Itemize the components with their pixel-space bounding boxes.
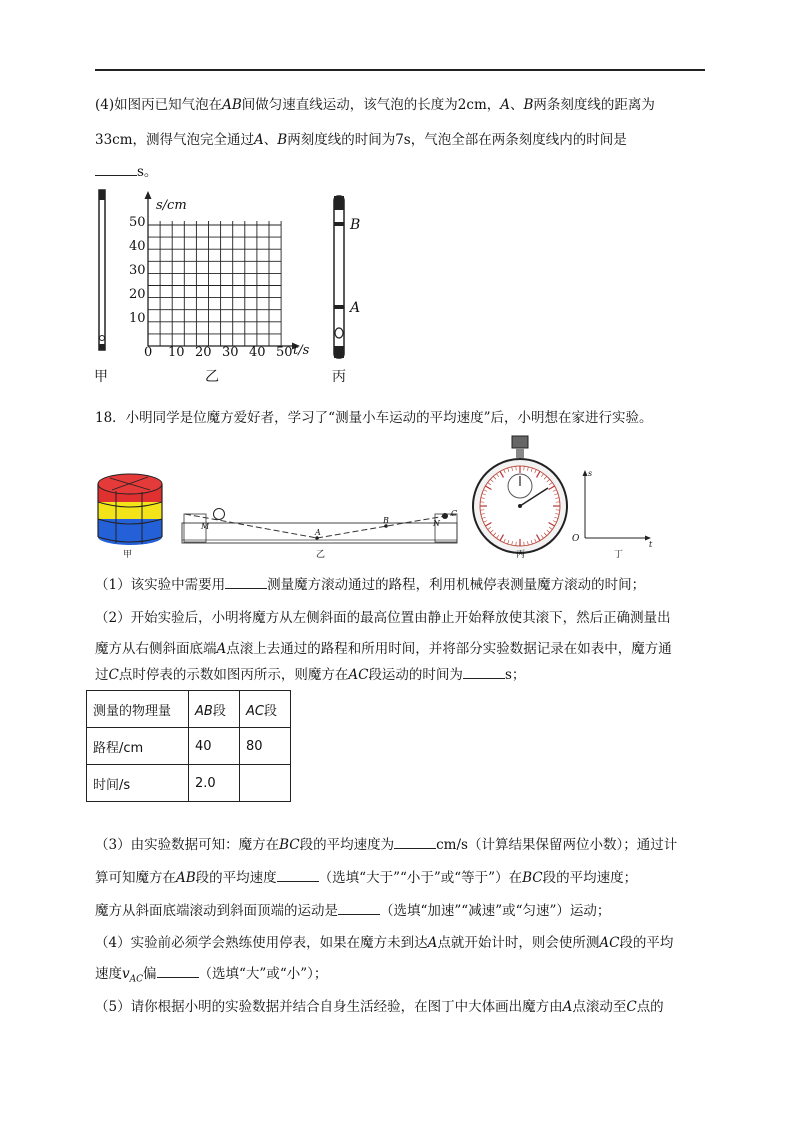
table-cell-empty[interactable] bbox=[240, 765, 291, 802]
q18-part3-line2: 算可知魔方在AB段的平均速度 （选填“大于”“小于”或“等于”）在BC段的平均速度； bbox=[95, 870, 638, 886]
y-tick: 10 bbox=[129, 311, 146, 326]
answer-blank[interactable] bbox=[277, 869, 319, 882]
header-rule bbox=[95, 69, 705, 71]
x-tick: 50 bbox=[276, 345, 293, 360]
q18-part1: （1）该实验中需要用 测量魔方滚动通过的路程，利用机械停表测量魔方滚动的时间； bbox=[95, 577, 646, 593]
y-tick: 50 bbox=[129, 215, 146, 230]
table-cell: 2.0 bbox=[189, 765, 240, 802]
q18-part5-line1: （5）请你根据小明的实验数据并结合自身生活经验，在图丁中大体画出魔方由A点滚动至C点的 bbox=[95, 999, 664, 1015]
q17-part4-line1: (4)如图丙已知气泡在AB间做匀速直线运动，该气泡的长度为2cm，A、B两条刻度线的距离为 bbox=[95, 97, 655, 113]
blank-st-axes bbox=[583, 470, 652, 541]
data-table bbox=[86, 690, 291, 802]
tube-bing bbox=[334, 196, 344, 358]
y-axis-label: s/cm bbox=[156, 198, 187, 213]
q18-figure bbox=[92, 434, 662, 566]
q18-part3-line1: （3）由实验数据可知：魔方在BC段的平均速度为 cm/s（计算结果保留两位小数）；通过计 bbox=[95, 837, 678, 853]
q17-part4-line3: s。 bbox=[95, 163, 157, 181]
q18-part2-line2: 魔方从右侧斜面底端A点滚上去通过的路程和所用时间，并将部分实验数据记录在如表中，魔方通 bbox=[95, 641, 672, 657]
caption-bing: 丙 bbox=[332, 369, 346, 385]
table-cell: 80 bbox=[240, 728, 291, 765]
axis-s: s bbox=[588, 469, 593, 478]
q18-intro: 18．小明同学是位魔方爱好者，学习了“测量小车运动的平均速度”后，小明想在家进行实验。 bbox=[95, 410, 653, 426]
fig18-caption-yi: 乙 bbox=[316, 550, 326, 560]
rubik-cube-image bbox=[98, 474, 162, 545]
point-N: N bbox=[433, 519, 440, 528]
x-tick: 40 bbox=[249, 345, 266, 360]
table-cell: AB段 bbox=[189, 691, 240, 728]
fig18-caption-jia: 甲 bbox=[123, 550, 133, 560]
table-cell: 测量的物理量 bbox=[87, 691, 189, 728]
st-graph-axes bbox=[145, 191, 301, 350]
table-cell: 时间/s bbox=[87, 765, 189, 802]
table-header-row bbox=[87, 691, 291, 728]
answer-blank[interactable] bbox=[225, 576, 267, 589]
y-tick: 40 bbox=[129, 239, 146, 254]
st-graph-grid bbox=[148, 221, 281, 346]
point-A: A bbox=[315, 528, 321, 537]
table-cell: 路程/cm bbox=[87, 728, 189, 765]
q18-part4-line2: 速度$v_{AC}$偏 （选填“大”或“小”）； bbox=[95, 966, 328, 985]
answer-blank[interactable] bbox=[463, 666, 505, 679]
axis-t: t bbox=[649, 540, 653, 549]
axis-origin: O bbox=[572, 534, 580, 544]
fig18-caption-ding: 丁 bbox=[614, 550, 624, 560]
fig18-caption-bing: 丙 bbox=[516, 550, 526, 560]
tube-label-A: A bbox=[350, 300, 361, 316]
answer-blank[interactable] bbox=[338, 902, 380, 915]
q18-part3-line3: 魔方从斜面底端滚动到斜面顶端的运动是 （选填“加速”“减速”或“匀速”）运动； bbox=[95, 903, 611, 919]
tube-label-B: B bbox=[350, 217, 361, 233]
q18-part4-line1: （4）实验前必须学会熟练使用停表，如果在魔方未到达A点就开始计时，则会使所测AC段的平均 bbox=[95, 935, 674, 951]
caption-jia: 甲 bbox=[94, 369, 108, 385]
tube-jia bbox=[99, 190, 105, 350]
x-tick: 20 bbox=[195, 345, 212, 360]
y-tick: 20 bbox=[129, 287, 146, 302]
stopwatch-image bbox=[473, 436, 567, 553]
x-tick: 10 bbox=[168, 345, 185, 360]
answer-blank[interactable] bbox=[394, 836, 436, 849]
point-B: B bbox=[383, 516, 389, 525]
q18-part2-line1: （2）开始实验后，小明将魔方从左侧斜面的最高位置由静止开始释放使其滚下，然后正确测量出 bbox=[95, 610, 671, 626]
x-tick: 0 bbox=[144, 345, 153, 360]
point-C: C bbox=[451, 509, 458, 518]
q17-part4-line2: 33cm，测得气泡完全通过A、B两刻度线的时间为7s，气泡全部在两条刻度线内的时间是 bbox=[95, 132, 627, 148]
caption-yi: 乙 bbox=[205, 369, 219, 385]
answer-blank[interactable] bbox=[95, 163, 137, 176]
x-tick: 30 bbox=[222, 345, 239, 360]
q18-part2-line3: 过C点时停表的示数如图丙所示，则魔方在AC段运动的时间为 s； bbox=[95, 667, 526, 683]
incline-track bbox=[182, 509, 457, 544]
table-cell: 40 bbox=[189, 728, 240, 765]
y-tick: 30 bbox=[129, 263, 146, 278]
point-M: M bbox=[201, 522, 210, 531]
table-cell: AC段 bbox=[240, 691, 291, 728]
answer-blank[interactable] bbox=[157, 965, 199, 978]
table-row bbox=[87, 728, 291, 765]
x-axis-label: t/s bbox=[293, 343, 310, 358]
table-row bbox=[87, 765, 291, 802]
